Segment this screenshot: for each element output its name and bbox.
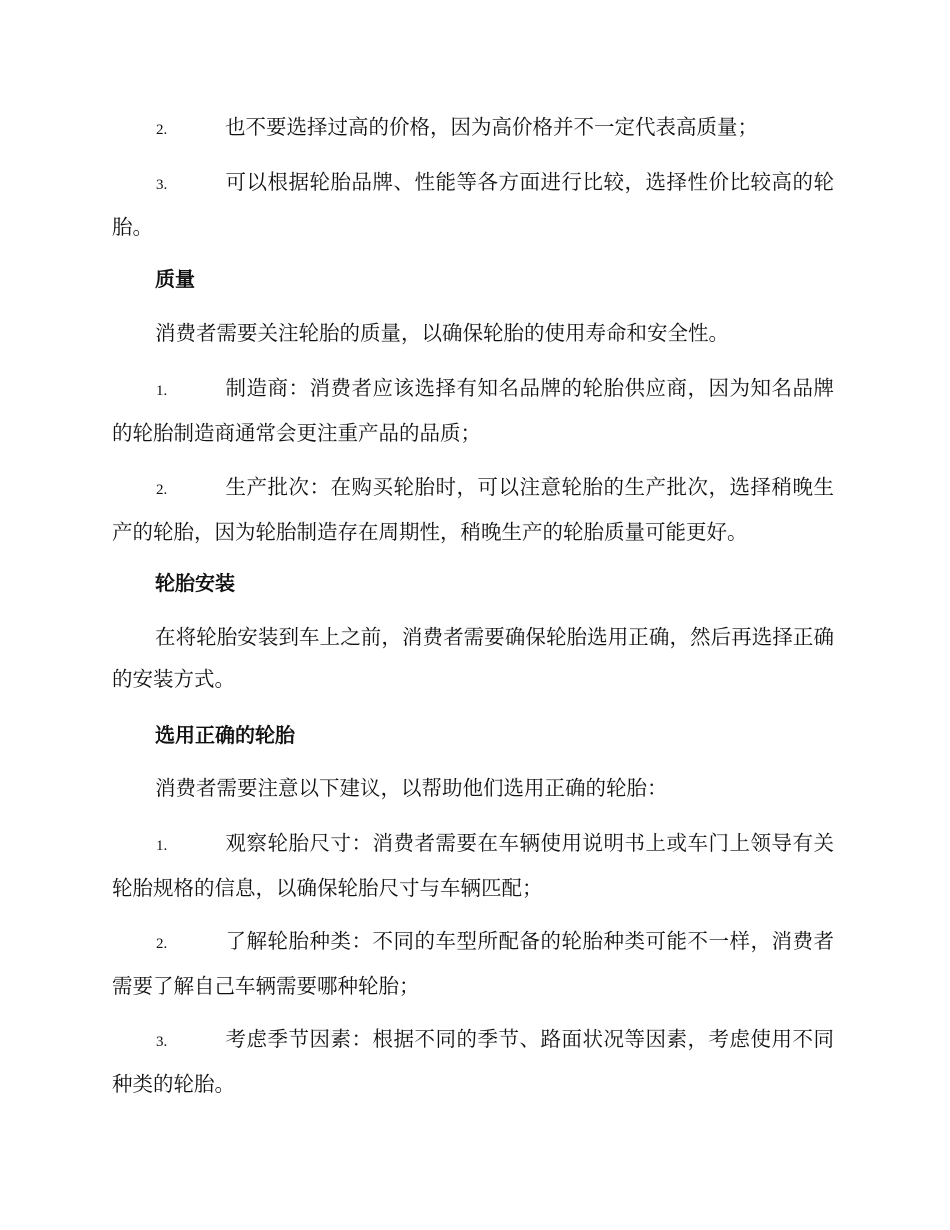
- list-number: 2.: [156, 122, 168, 138]
- list-item-text: 了解轮胎种类：不同的车型所配备的轮胎种类可能不一样，消费者需要了解自己车辆需要哪种轮胎；: [112, 929, 834, 998]
- list-item-text: 也不要选择过高的价格，因为高价格并不一定代表高质量；: [225, 115, 758, 139]
- list-item-quality-2: [112, 466, 834, 553]
- list-item-text: 考虑季节因素：根据不同的季节、路面状况等因素，考虑使用不同种类的轮胎。: [112, 1027, 834, 1096]
- section-heading-choose: 选用正确的轮胎: [155, 723, 295, 747]
- section-heading-quality: 质量: [155, 267, 195, 291]
- list-number: 3.: [156, 1034, 168, 1050]
- list-item-quality-1: [112, 367, 834, 454]
- list-item-choose-1: [112, 822, 834, 909]
- list-item-text: 观察轮胎尺寸：消费者需要在车辆使用说明书上或车门上领导有关轮胎规格的信息，以确保轮胎尺寸与车辆匹配；: [112, 831, 834, 900]
- list-number: 2.: [156, 936, 168, 952]
- list-item-text: 制造商：消费者应该选择有知名品牌的轮胎供应商，因为知名品牌的轮胎制造商通常会更注重产品的品质；: [112, 376, 834, 445]
- paragraph-install: 在将轮胎安装到车上之前，消费者需要确保轮胎选用正确，然后再选择正确的安装方式。: [112, 625, 834, 691]
- list-item-price-2: [112, 106, 834, 151]
- section-heading-install: 轮胎安装: [155, 571, 235, 595]
- list-number: 2.: [156, 482, 168, 498]
- list-item-price-3: [112, 161, 834, 248]
- list-number: 1.: [156, 838, 168, 854]
- list-item-choose-3: [112, 1018, 834, 1105]
- list-item-choose-2: [112, 920, 834, 1007]
- paragraph-choose: 消费者需要注意以下建议，以帮助他们选用正确的轮胎：: [155, 776, 668, 800]
- list-item-text: 生产批次：在购买轮胎时，可以注意轮胎的生产批次，选择稍晚生产的轮胎，因为轮胎制造存在周期性，稍晚生产的轮胎质量可能更好。: [112, 475, 834, 544]
- list-item-text: 可以根据轮胎品牌、性能等各方面进行比较，选择性价比较高的轮胎。: [112, 170, 834, 239]
- paragraph-quality: 消费者需要关注轮胎的质量，以确保轮胎的使用寿命和安全性。: [155, 321, 729, 345]
- list-number: 1.: [156, 383, 168, 399]
- list-number: 3.: [156, 177, 168, 193]
